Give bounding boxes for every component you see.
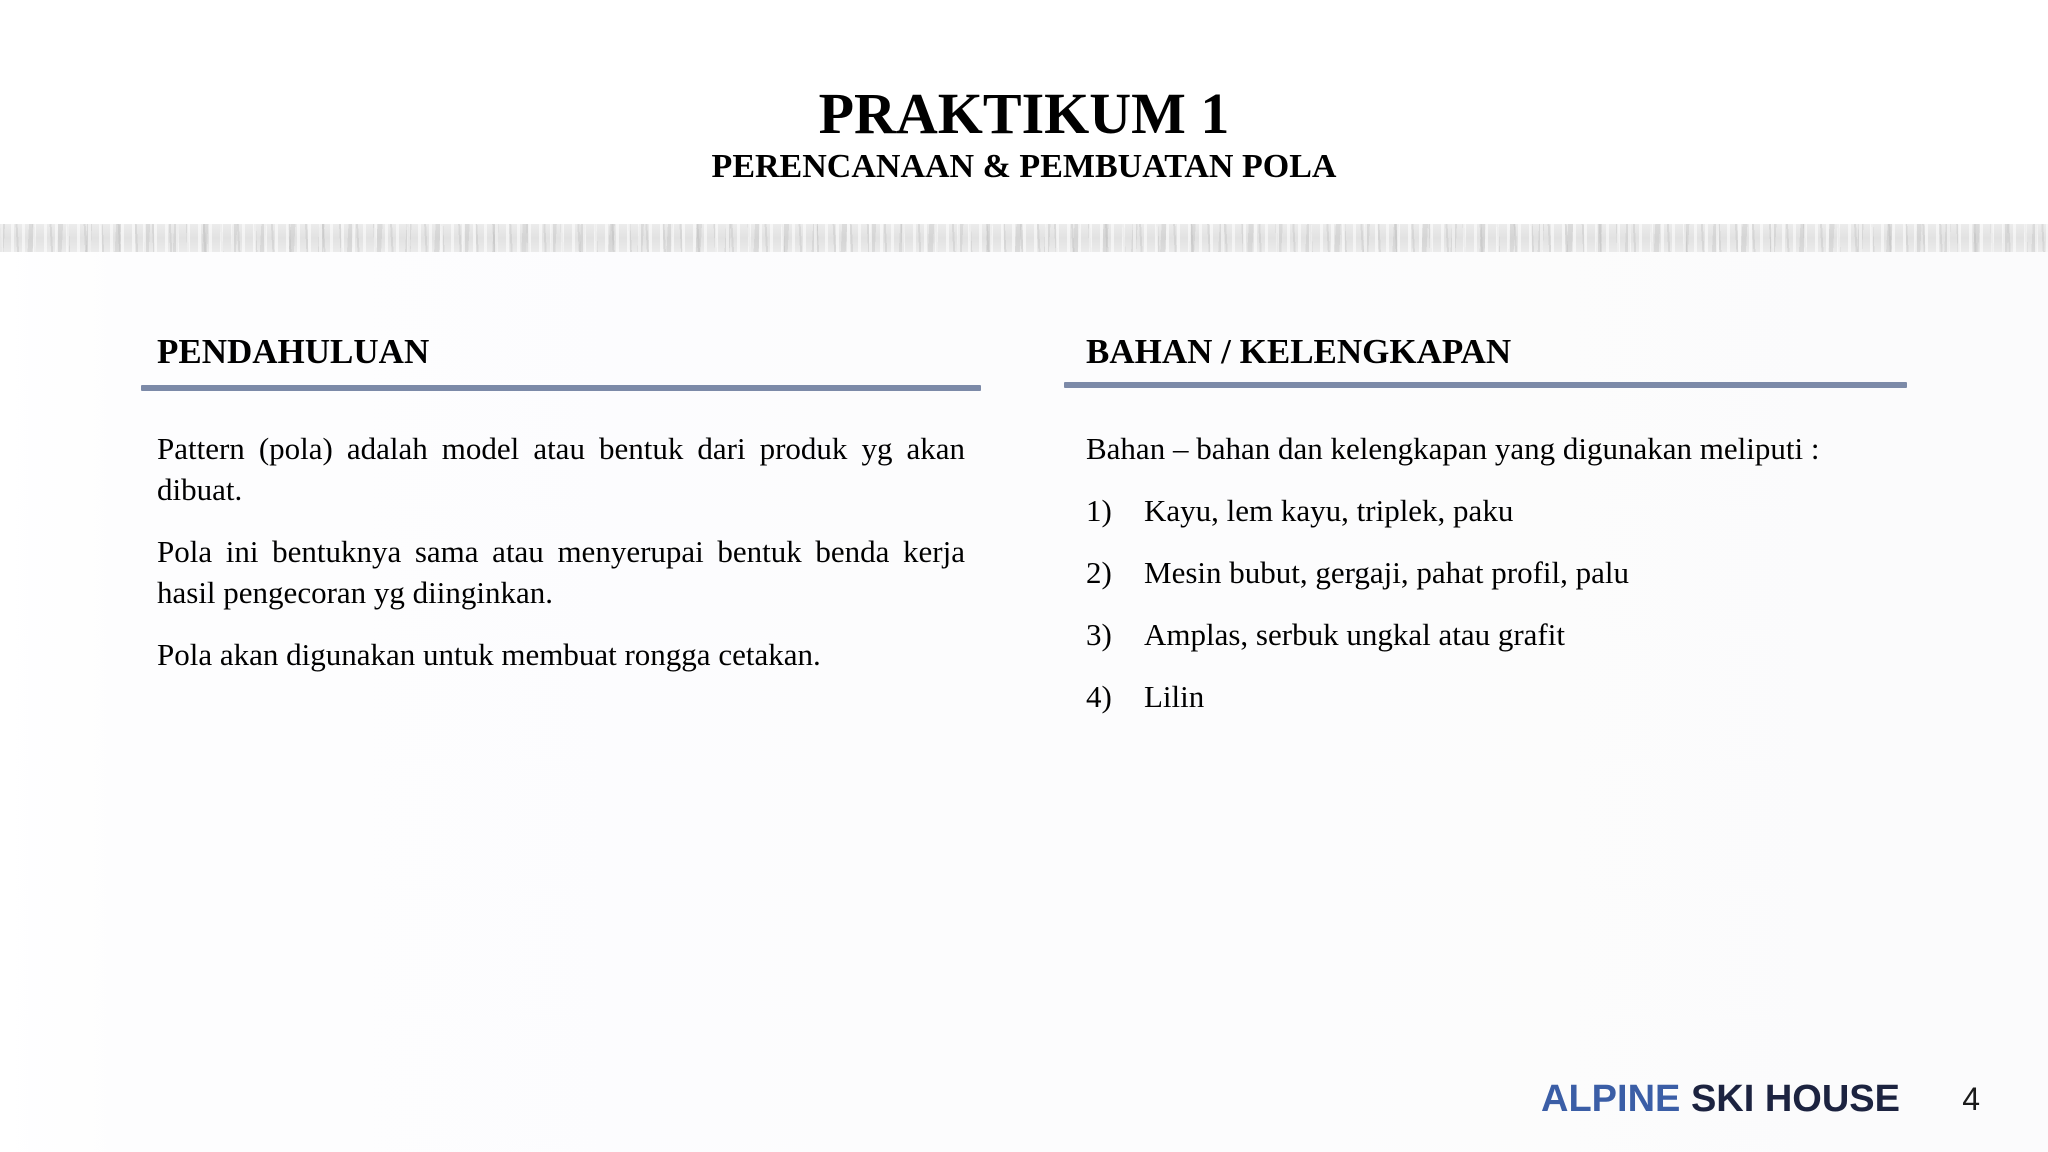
right-heading-rule — [1064, 382, 1907, 388]
list-item-text: Mesin bubut, gergaji, pahat profil, palu — [1144, 555, 1629, 590]
slide-subtitle: PERENCANAAN & PEMBUATAN POLA — [711, 148, 1337, 185]
list-item-text: Amplas, serbuk ungkal atau grafit — [1144, 617, 1565, 652]
list-item-number: 1) — [1086, 493, 1112, 528]
left-paragraph-1: Pattern (pola) adalah model atau bentuk dari produk yg akan dibuat. — [157, 431, 965, 507]
list-item-number: 2) — [1086, 555, 1112, 590]
list-item-number: 3) — [1086, 617, 1112, 652]
brand-rest-text: SKI HOUSE — [1690, 1078, 1900, 1120]
page-number: 4 — [1962, 1081, 1980, 1117]
right-column-heading: BAHAN / KELENGKAPAN — [1086, 332, 1512, 371]
list-item-text: Kayu, lem kayu, triplek, paku — [1144, 493, 1514, 528]
list-item — [1086, 490, 1513, 531]
list-item — [1086, 552, 1629, 593]
left-paragraph-2: Pola ini bentuknya sama atau menyerupai bentuk benda kerja hasil pengecoran yg diinginkan. — [157, 534, 965, 610]
left-paragraph-3: Pola akan digunakan untuk membuat rongga cetakan. — [157, 637, 821, 672]
left-heading-rule — [141, 385, 981, 391]
list-item-number: 4) — [1086, 679, 1112, 714]
footer-brand-logo — [1541, 1076, 1900, 1122]
decorative-texture-band — [0, 224, 2048, 252]
left-column-heading: PENDAHULUAN — [157, 332, 430, 371]
list-item-text: Lilin — [1144, 679, 1205, 714]
list-item — [1086, 676, 1204, 717]
right-intro-text: Bahan – bahan dan kelengkapan yang digunakan meliputi : — [1086, 431, 1820, 466]
slide-title: PRAKTIKUM 1 — [818, 81, 1230, 146]
list-item — [1086, 614, 1565, 655]
brand-accent-text: ALPINE — [1541, 1078, 1681, 1120]
